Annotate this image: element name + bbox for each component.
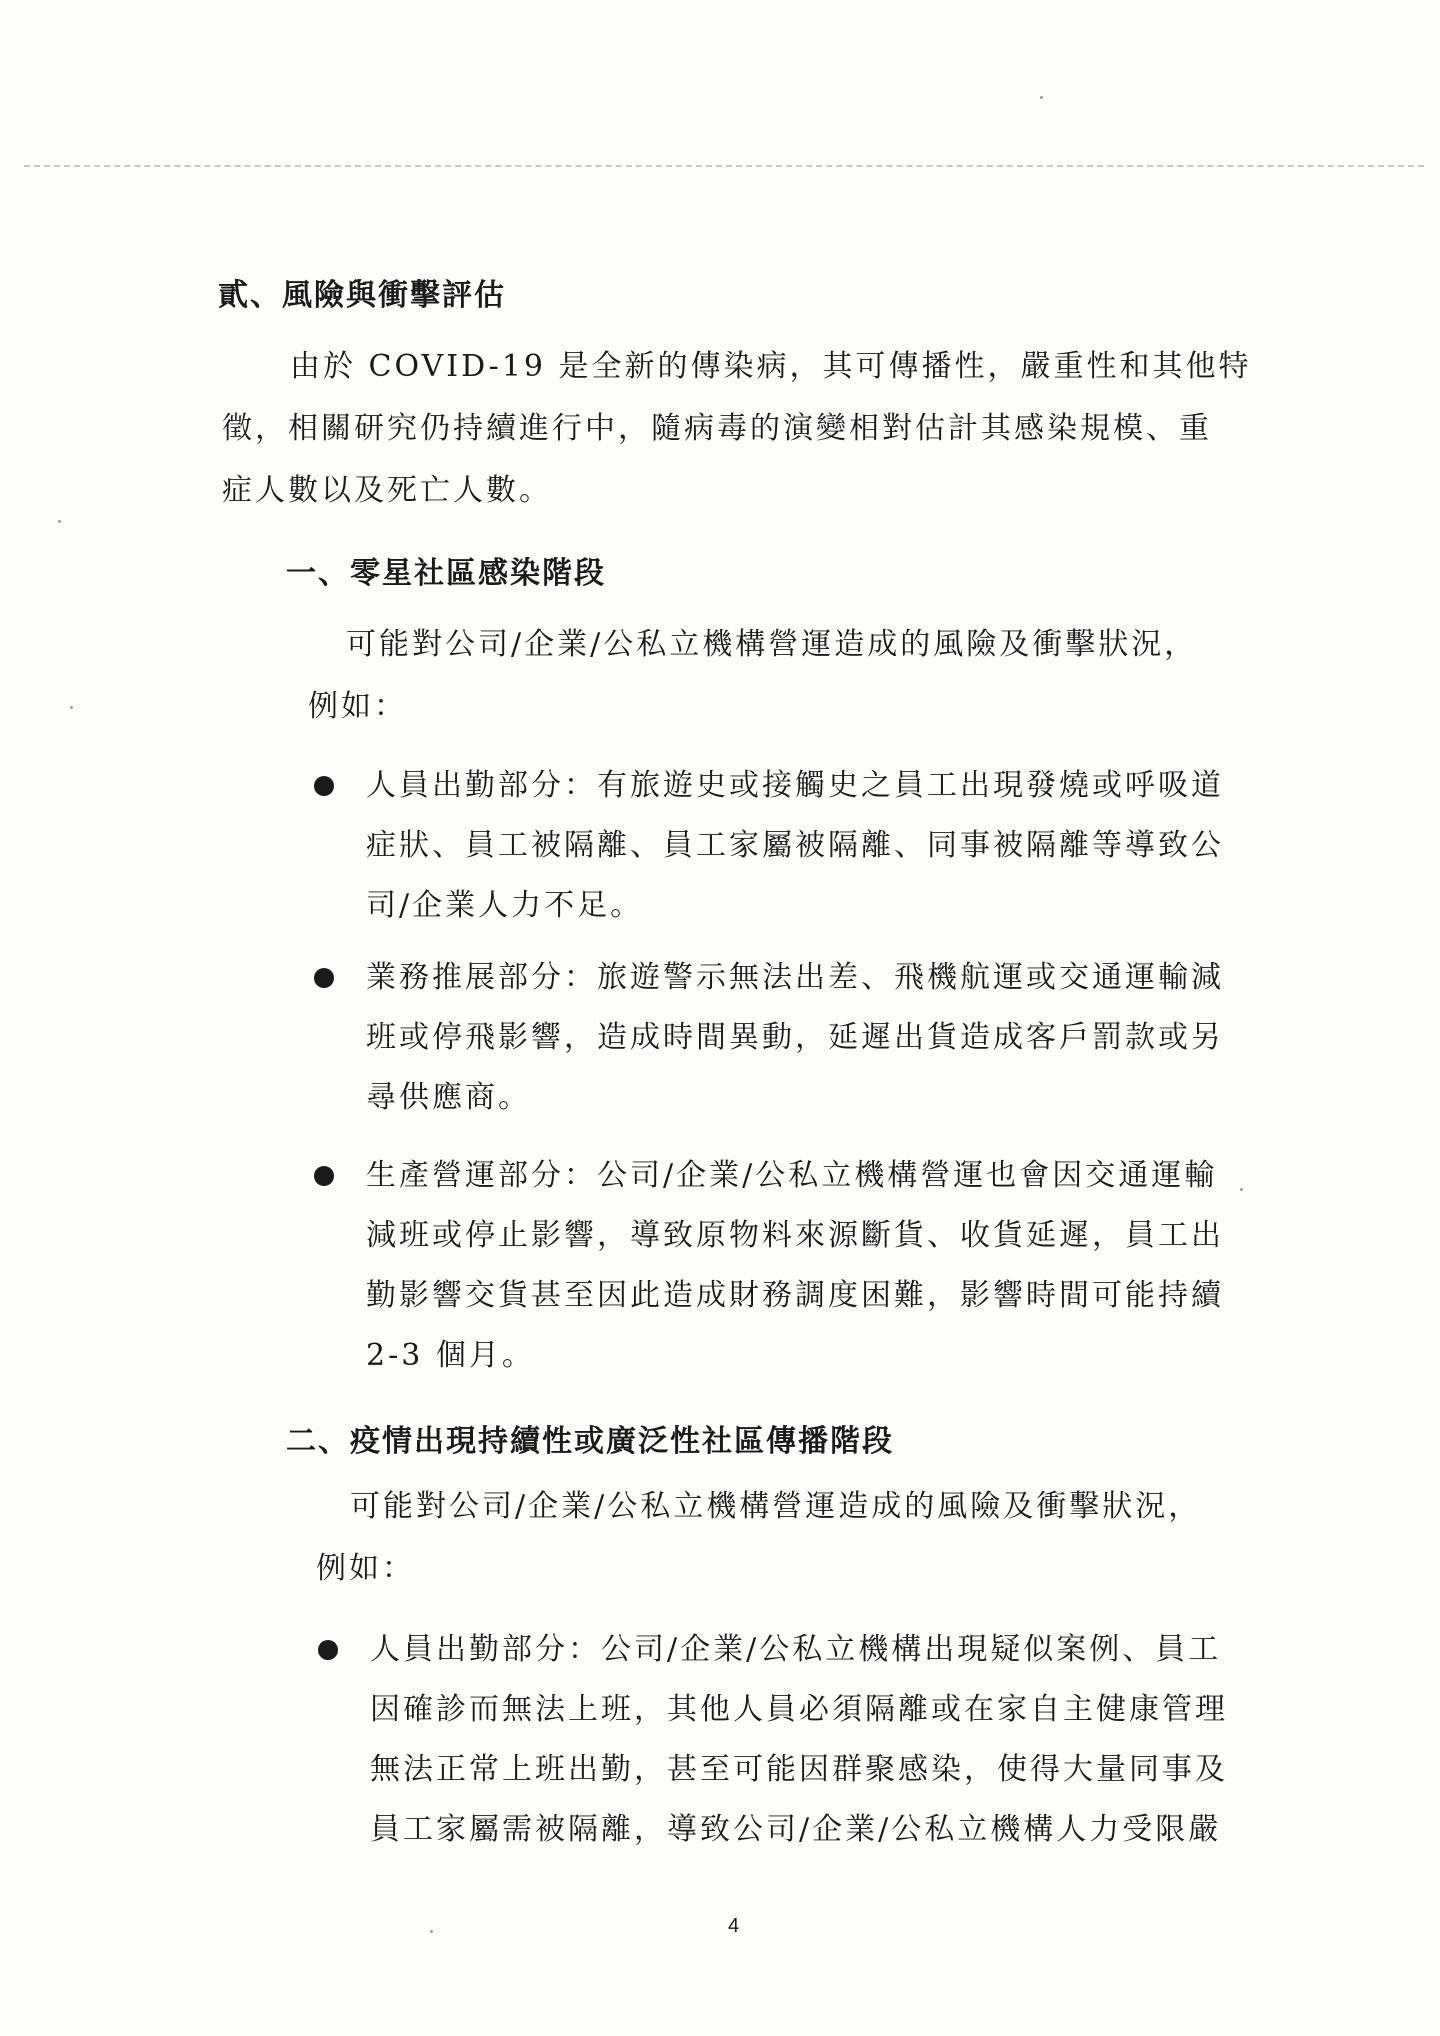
bullet-line: 員工家屬需被隔離，導致公司/企業/公私立機構人力受限嚴 [370,1812,1222,1847]
scan-speck [1240,1188,1243,1191]
bullet-line: 司/企業人力不足。 [366,888,644,923]
stage2-intro-line-1: 可能對公司/企業/公私立機構營運造成的風險及衝擊狀況， [350,1489,1202,1524]
intro-line-2: 徵，相關研究仍持續進行中，隨病毒的演變相對估計其感染規模、重 [222,411,1212,446]
scan-speck [58,520,61,523]
stage1-intro-line-1: 可能對公司/企業/公私立機構營運造成的風險及衝擊狀況， [346,627,1198,662]
stage2-heading: 二、疫情出現持續性或廣泛性社區傳播階段 [286,1424,894,1459]
bullet-line: 症狀、員工被隔離、員工家屬被隔離、同事被隔離等導致公 [366,828,1224,863]
bullet-line: 2-3 個月。 [366,1338,535,1373]
scan-speck [70,706,73,709]
stage2-intro-line-2: 例如： [316,1551,415,1586]
stage2-bullet-1 [370,1620,1228,1860]
stage1-bullet-3 [366,1146,1224,1386]
bullet-dot [318,1640,338,1660]
section-heading: 貳、風險與衝擊評估 [218,278,506,313]
bullet-line: 因確診而無法上班，其他人員必須隔離或在家自主健康管理 [370,1692,1228,1727]
bullet-dot [314,776,334,796]
bullet-line: 生產營運部分：公司/企業/公私立機構營運也會因交通運輸 [366,1158,1218,1193]
bullet-line: 人員出勤部分：有旅遊史或接觸史之員工出現發燒或呼吸道 [366,768,1224,803]
intro-line-1: 由於 COVID-19 是全新的傳染病，其可傳播性，嚴重性和其他特 [290,349,1252,384]
page-number: 4 [728,1915,740,1937]
bullet-dot [314,1166,334,1186]
stage1-bullet-1 [366,756,1224,936]
stage2-intro [316,1476,1202,1600]
bullet-line: 班或停飛影響，造成時間異動，延遲出貨造成客戶罰款或另 [366,1020,1224,1055]
bullet-dot [314,968,334,988]
section-intro [222,336,1252,522]
scan-top-rule [24,165,1424,167]
bullet-line: 業務推展部分：旅遊警示無法出差、飛機航運或交通運輸減 [366,960,1224,995]
stage1-intro-line-2: 例如： [308,689,407,724]
stage1-heading: 一、零星社區感染階段 [286,556,606,591]
bullet-line: 無法正常上班出勤，甚至可能因群聚感染，使得大量同事及 [370,1752,1228,1787]
bullet-line: 尋供應商。 [366,1080,531,1115]
bullet-line: 減班或停止影響，導致原物料來源斷貨、收貨延遲，員工出 [366,1218,1224,1253]
scan-speck [430,1930,433,1933]
bullet-line: 人員出勤部分：公司/企業/公私立機構出現疑似案例、員工 [370,1632,1222,1667]
intro-line-3: 症人數以及死亡人數。 [222,473,552,508]
scan-speck [1040,96,1043,99]
stage1-bullet-2 [366,948,1224,1128]
bullet-line: 勤影響交貨甚至因此造成財務調度困難，影響時間可能持續 [366,1278,1224,1313]
stage1-intro [308,614,1198,738]
